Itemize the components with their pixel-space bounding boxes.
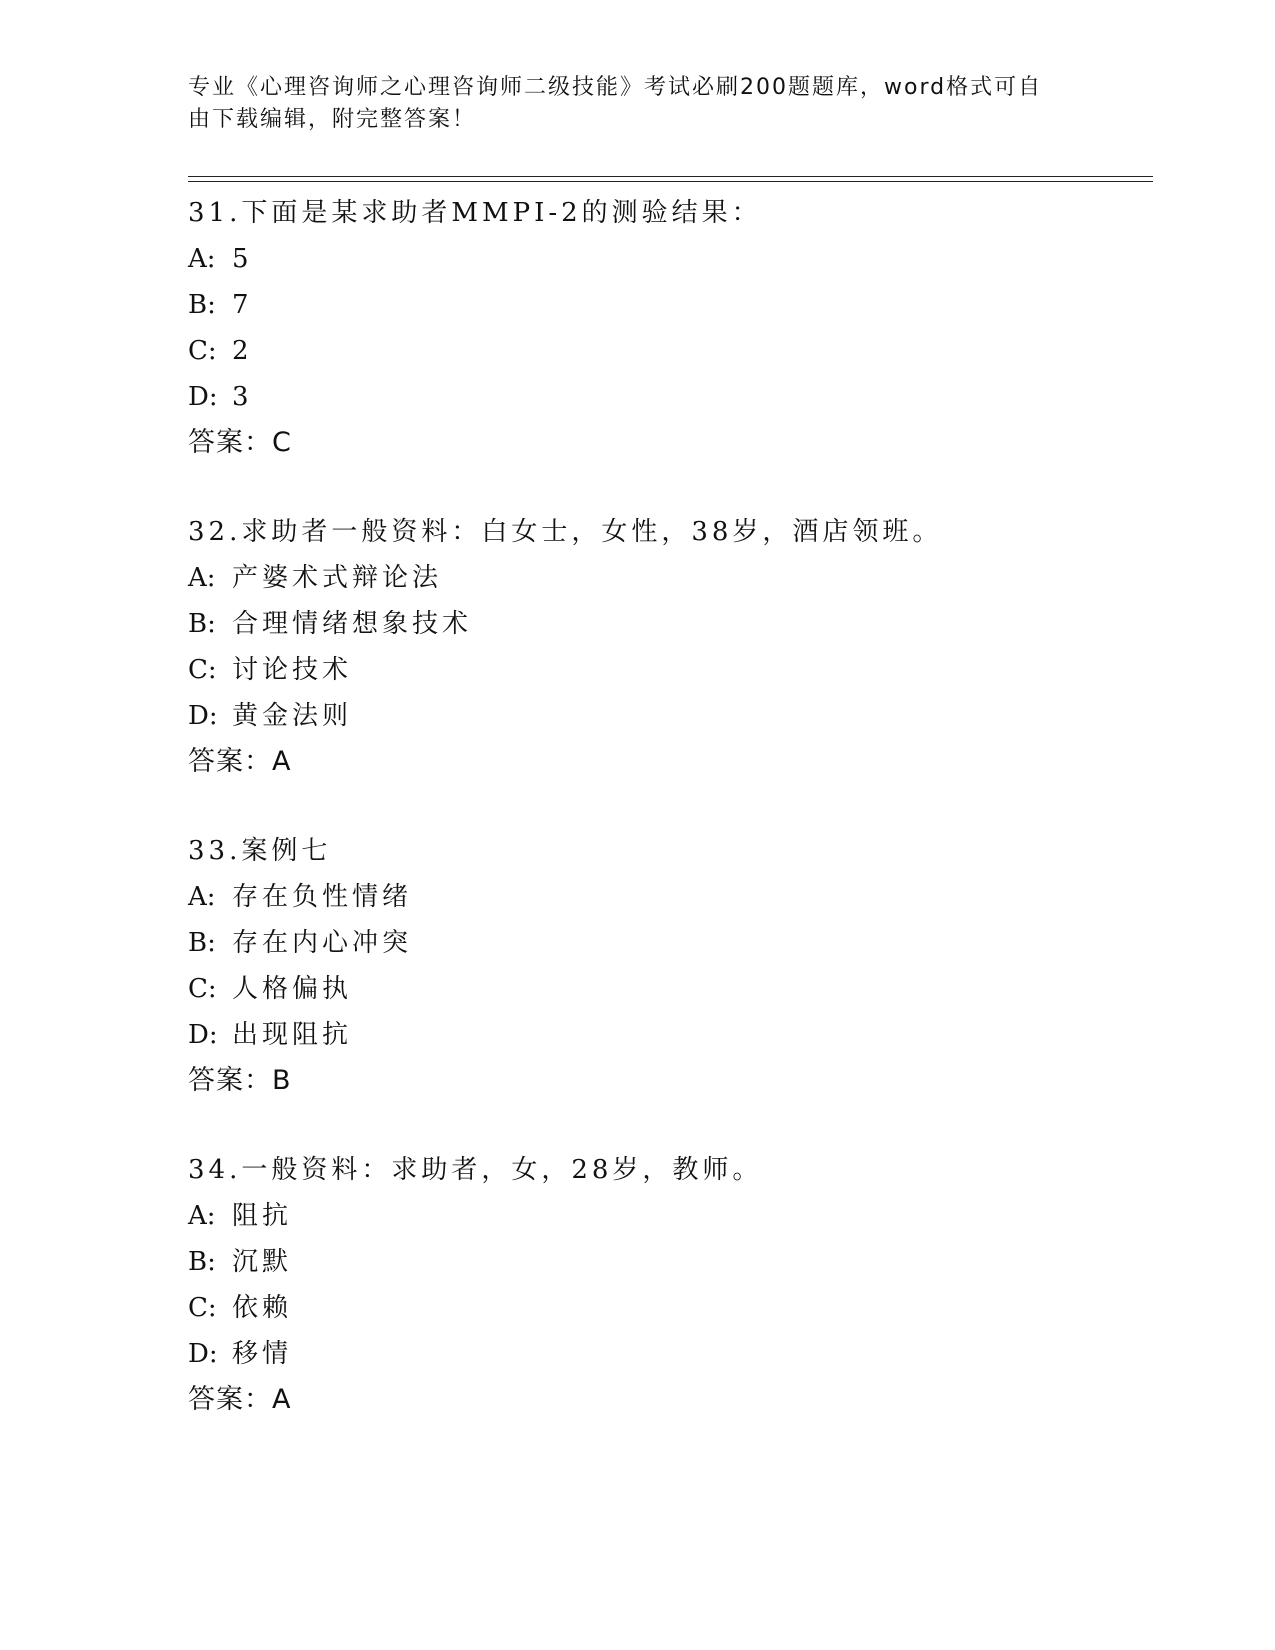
question-32 — [188, 509, 1148, 785]
option-letter: D: — [188, 1020, 218, 1050]
option-a — [188, 1193, 1148, 1239]
option-text: 合理情绪想象技术 — [232, 609, 473, 639]
question-list — [188, 190, 1148, 1466]
option-text: 讨论技术 — [232, 655, 353, 685]
option-c — [188, 328, 1148, 374]
option-a — [188, 874, 1148, 920]
option-a — [188, 555, 1148, 601]
question-31 — [188, 190, 1148, 466]
option-letter: C: — [188, 655, 217, 685]
option-a — [188, 236, 1148, 282]
answer-line: 答案：A — [188, 1384, 292, 1415]
option-b — [188, 282, 1148, 328]
answer-line: 答案：C — [188, 427, 292, 458]
option-text: 移情 — [232, 1339, 293, 1369]
option-letter: C: — [188, 336, 217, 366]
option-d — [188, 1012, 1148, 1058]
option-b — [188, 601, 1148, 647]
option-letter: B: — [188, 928, 216, 958]
option-c — [188, 647, 1148, 693]
answer-line: 答案：B — [188, 1065, 292, 1096]
option-text: 阻抗 — [232, 1201, 293, 1231]
option-c — [188, 966, 1148, 1012]
option-text: 5 — [232, 244, 253, 274]
header-line-2: 由下载编辑，附完整答案！ — [188, 107, 477, 132]
document-header — [188, 72, 1068, 136]
option-letter: C: — [188, 1293, 217, 1323]
option-letter: D: — [188, 701, 218, 731]
option-letter: A: — [188, 244, 216, 274]
option-text: 7 — [232, 290, 253, 320]
option-letter: C: — [188, 974, 217, 1004]
option-text: 存在负性情绪 — [232, 882, 413, 912]
option-text: 黄金法则 — [232, 701, 353, 731]
option-letter: D: — [188, 1339, 218, 1369]
option-text: 2 — [232, 336, 253, 366]
option-letter: A: — [188, 882, 216, 912]
option-text: 存在内心冲突 — [232, 928, 413, 958]
question-34 — [188, 1147, 1148, 1423]
option-letter: B: — [188, 290, 216, 320]
question-stem: 32.求助者一般资料：白女士，女性，38岁，酒店领班。 — [188, 517, 943, 547]
option-text: 出现阻抗 — [232, 1020, 353, 1050]
question-stem: 33.案例七 — [188, 836, 332, 866]
option-letter: B: — [188, 609, 216, 639]
option-d — [188, 1331, 1148, 1377]
option-d — [188, 374, 1148, 420]
option-c — [188, 1285, 1148, 1331]
question-33 — [188, 828, 1148, 1104]
header-divider-bottom — [188, 181, 1153, 182]
header-line-1: 专业《心理咨询师之心理咨询师二级技能》考试必刷200题题库，word格式可自 — [188, 75, 1043, 100]
option-text: 沉默 — [232, 1247, 293, 1277]
option-letter: D: — [188, 382, 218, 412]
option-letter: A: — [188, 563, 216, 593]
option-text: 产婆术式辩论法 — [232, 563, 443, 593]
option-text: 3 — [232, 382, 253, 412]
option-b — [188, 1239, 1148, 1285]
answer-line: 答案：A — [188, 746, 292, 777]
option-d — [188, 693, 1148, 739]
header-divider-top — [188, 176, 1153, 177]
question-stem: 34.一般资料：求助者，女，28岁，教师。 — [188, 1155, 763, 1185]
option-letter: B: — [188, 1247, 216, 1277]
option-text: 依赖 — [232, 1293, 293, 1323]
option-b — [188, 920, 1148, 966]
option-text: 人格偏执 — [232, 974, 353, 1004]
option-letter: A: — [188, 1201, 216, 1231]
question-stem: 31.下面是某求助者MMPI-2的测验结果： — [188, 198, 762, 228]
